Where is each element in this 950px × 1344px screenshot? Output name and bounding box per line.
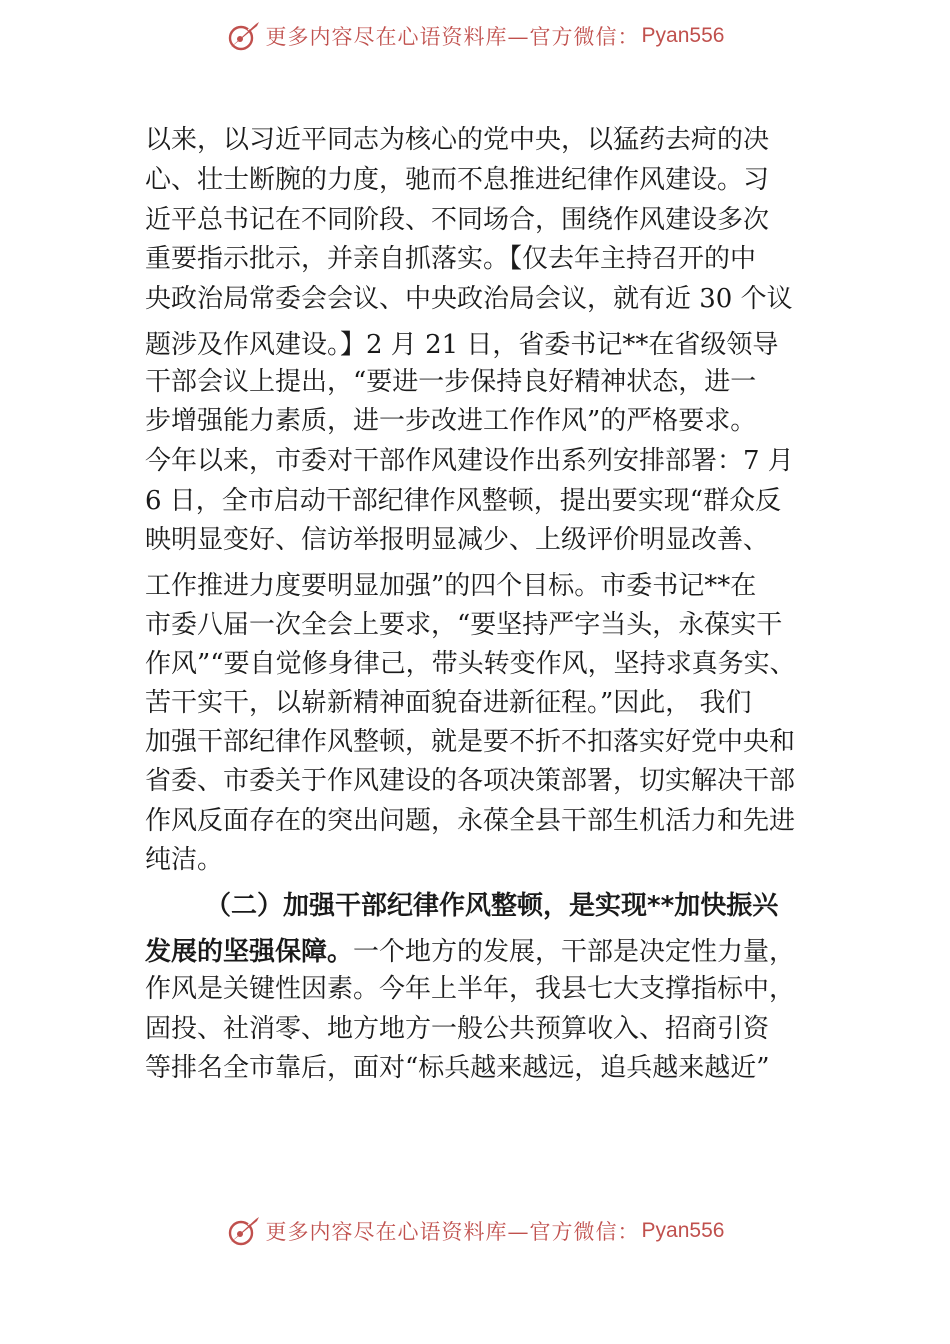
section-heading: （二）加强干部纪律作风整顿，是实现**加快振兴 [205, 891, 779, 921]
text-line: 苦干实干，以崭新精神面貌奋进新征程。”因此， 我们 [145, 688, 752, 718]
footer-watermark [0, 1211, 950, 1251]
banner-text: 更多内容尽在心语资料库—官方微信： [265, 25, 640, 49]
banner-text: 更多内容尽在心语资料库—官方微信： [265, 1220, 640, 1244]
text-run: 一个地方的发展，干部是决定性力量， [353, 937, 796, 967]
text-line: 固投、社消零、地方地方一般公共预算收入、招商引资 [145, 1014, 770, 1044]
text-line: 6 日，全市启动干部纪律作风整顿，提出要实现“群众反 [145, 486, 782, 516]
text-line: 等排名全市靠后，面对“标兵越来越远，追兵越来越近” [145, 1053, 770, 1083]
banner-wechat-id: Pyan556 [641, 24, 725, 47]
text-line: 重要指示批示，并亲自抓落实。【仅去年主持召开的中 [145, 244, 757, 274]
banner-wechat-id: Pyan556 [641, 1219, 725, 1242]
text-line: 作风”“要自觉修身律己，带头转变作风，坚持求真务实、 [145, 649, 796, 679]
section-heading-continued: 发展的坚强保障。 [145, 937, 354, 967]
text-line: 央政治局常委会会议、中央政治局会议，就有近 30 个议 [145, 284, 793, 314]
text-line: 步增强能力素质，进一步改进工作作风”的严格要求。 [145, 406, 757, 436]
text-line: 干部会议上提出，“要进一步保持良好精神状态，进一 [145, 367, 757, 397]
text-line: 映明显变好、信访举报明显减少、上级评价明显改善、 [145, 525, 770, 555]
text-line: 近平总书记在不同阶段、不同场合，围绕作风建设多次 [145, 205, 770, 235]
text-line: 纯洁。 [145, 845, 224, 875]
quill-logo-icon [226, 18, 262, 54]
text-line: 作风是关键性因素。今年上半年，我县七大支撑指标中， [145, 974, 796, 1004]
text-line: 省委、市委关于作风建设的各项决策部署，切实解决干部 [145, 766, 796, 796]
text-line: 以来，以习近平同志为核心的党中央，以猛药去疴的决 [145, 125, 770, 155]
text-line: 作风反面存在的突出问题，永葆全县干部生机活力和先进 [145, 806, 796, 836]
text-line: 今年以来，市委对干部作风建设作出系列安排部署：7 月 [145, 446, 794, 476]
text-line: 加强干部纪律作风整顿，就是要不折不扣落实好党中央和 [145, 727, 796, 757]
quill-logo-icon [226, 1213, 262, 1249]
text-line: 市委八届一次全会上要求，“要坚持严字当头，永葆实干 [145, 610, 783, 640]
text-line: 工作推进力度要明显加强”的四个目标。市委书记**在 [145, 571, 757, 601]
text-line: 心、壮士断腕的力度，驰而不息推进纪律作风建设。习 [145, 165, 770, 195]
header-watermark [0, 16, 950, 56]
text-line: 题涉及作风建设。】2 月 21 日，省委书记**在省级领导 [145, 330, 779, 360]
text-line [145, 937, 795, 967]
